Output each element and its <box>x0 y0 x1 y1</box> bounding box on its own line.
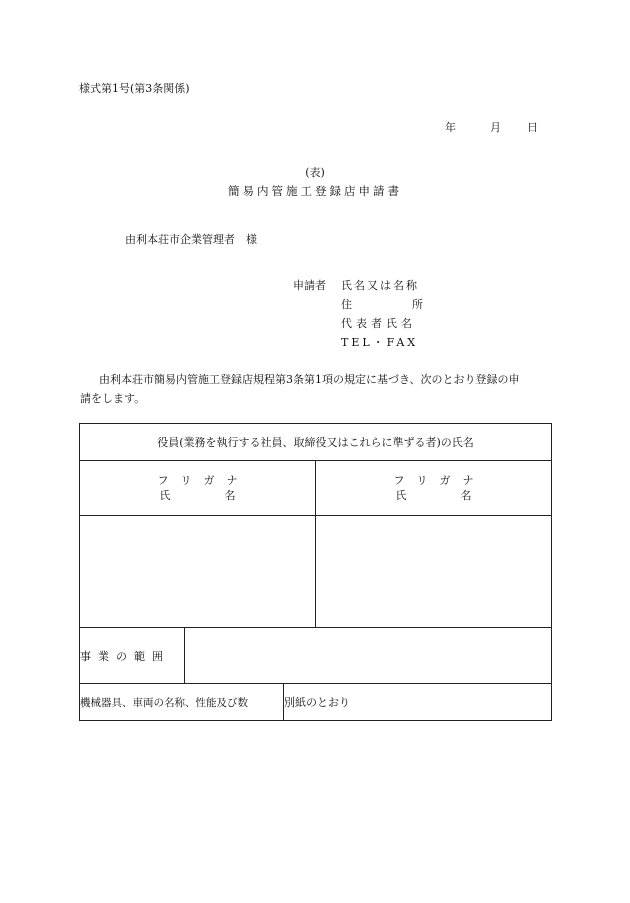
officer-name-cell-right[interactable] <box>316 516 552 628</box>
application-statement <box>80 370 556 408</box>
applicant-label: 申請者 <box>293 279 326 292</box>
furigana-name-header-right: フ リ ガ ナ 氏 名 <box>316 461 552 516</box>
applicant-name-field: 氏名又は名称 <box>341 279 419 292</box>
officers-header: 役員(業務を執行する社員、取締役又はこれらに準ずる者)の氏名 <box>80 424 552 461</box>
day-label: 日 <box>527 121 538 134</box>
document-title: 簡易内管施工登録店申請書 <box>228 184 402 198</box>
equipment-value: 別紙のとおり <box>284 684 552 721</box>
applicant-address-field: 住 所 <box>341 298 423 311</box>
business-scope-label: 事業の範囲 <box>80 628 185 684</box>
officers-table <box>79 423 552 721</box>
applicant-tel-fax-field: TEL・FAX <box>341 336 419 349</box>
year-label: 年 <box>445 121 456 134</box>
business-scope-cell[interactable] <box>185 628 552 684</box>
applicant-representative-field: 代表者氏名 <box>341 317 416 330</box>
statement-line-1: 由利本荘市簡易内管施工登録店規程第3条第1項の規定に基づき、次のとおり登録の申 <box>99 373 520 386</box>
date-line <box>445 119 538 135</box>
title-paren: (表) <box>305 166 325 179</box>
officer-name-cell-left[interactable] <box>80 516 316 628</box>
form-number: 様式第1号(第3条関係) <box>79 82 190 95</box>
equipment-label: 機械器具、車両の名称、性能及び数 <box>80 684 284 721</box>
month-label: 月 <box>490 121 501 134</box>
addressee: 由利本荘市企業管理者 様 <box>125 233 257 246</box>
furigana-name-header-left: フ リ ガ ナ 氏 名 <box>80 461 316 516</box>
statement-line-2: 請をします。 <box>80 392 146 405</box>
